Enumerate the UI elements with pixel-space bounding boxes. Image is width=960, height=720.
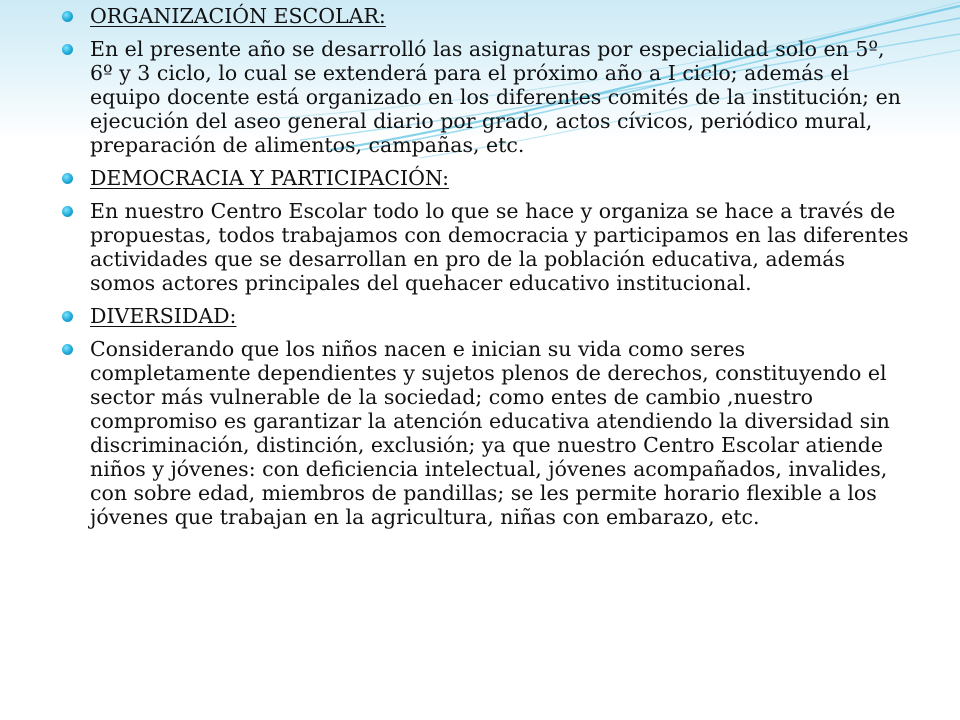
paragraph-text: Considerando que los niños nacen e inician su vida como seres completamente dependientes y sujetos plenos de derechos, constituyendo el sector más vulnerable de la sociedad; como entes de cambio ,nuestro compromiso es garantizar la atención educativa atendiendo la diversidad sin discriminación, distinción, exclusión; ya que nuestro Centro Escolar atiende niños y jóvenes: con deficiencia intelectual, jóvenes acompañados, invalides, con sobre edad, miembros de pandillas; se les permite horario flexible a los jóvenes que trabajan en la agricultura, niñas con embarazo, etc. xyxy=(90,337,890,529)
bullet-icon xyxy=(62,344,73,355)
bullet-icon xyxy=(62,173,73,184)
bullet-icon xyxy=(62,206,73,217)
heading-text: DEMOCRACIA Y PARTICIPACIÓN: xyxy=(90,166,450,190)
heading-organizacion xyxy=(62,4,912,28)
paragraph-democracia xyxy=(62,199,912,295)
bullet-icon xyxy=(62,44,73,55)
bullet-icon xyxy=(62,11,73,22)
paragraph-organizacion xyxy=(62,37,912,157)
bullet-icon xyxy=(62,311,73,322)
heading-text: DIVERSIDAD: xyxy=(90,304,237,328)
paragraph-text: En el presente año se desarrolló las asignaturas por especialidad solo en 5º, 6º y 3 ciclo, lo cual se extenderá para el próximo año a I ciclo; además el equipo docente está organizado en los diferentes comités de la institución; en ejecución del aseo general diario por grado, actos cívicos, periódico mural, preparación de alimentos, campañas, etc. xyxy=(90,37,901,157)
bullet-list xyxy=(62,4,912,538)
paragraph-text: En nuestro Centro Escolar todo lo que se hace y organiza se hace a través de propuestas, todos trabajamos con democracia y participamos en las diferentes actividades que se desarrollan en pro de la población educativa, además somos actores principales del quehacer educativo institucional. xyxy=(90,199,909,295)
heading-democracia xyxy=(62,166,912,190)
paragraph-diversidad xyxy=(62,337,912,529)
heading-text: ORGANIZACIÓN ESCOLAR: xyxy=(90,4,386,28)
heading-diversidad xyxy=(62,304,912,328)
